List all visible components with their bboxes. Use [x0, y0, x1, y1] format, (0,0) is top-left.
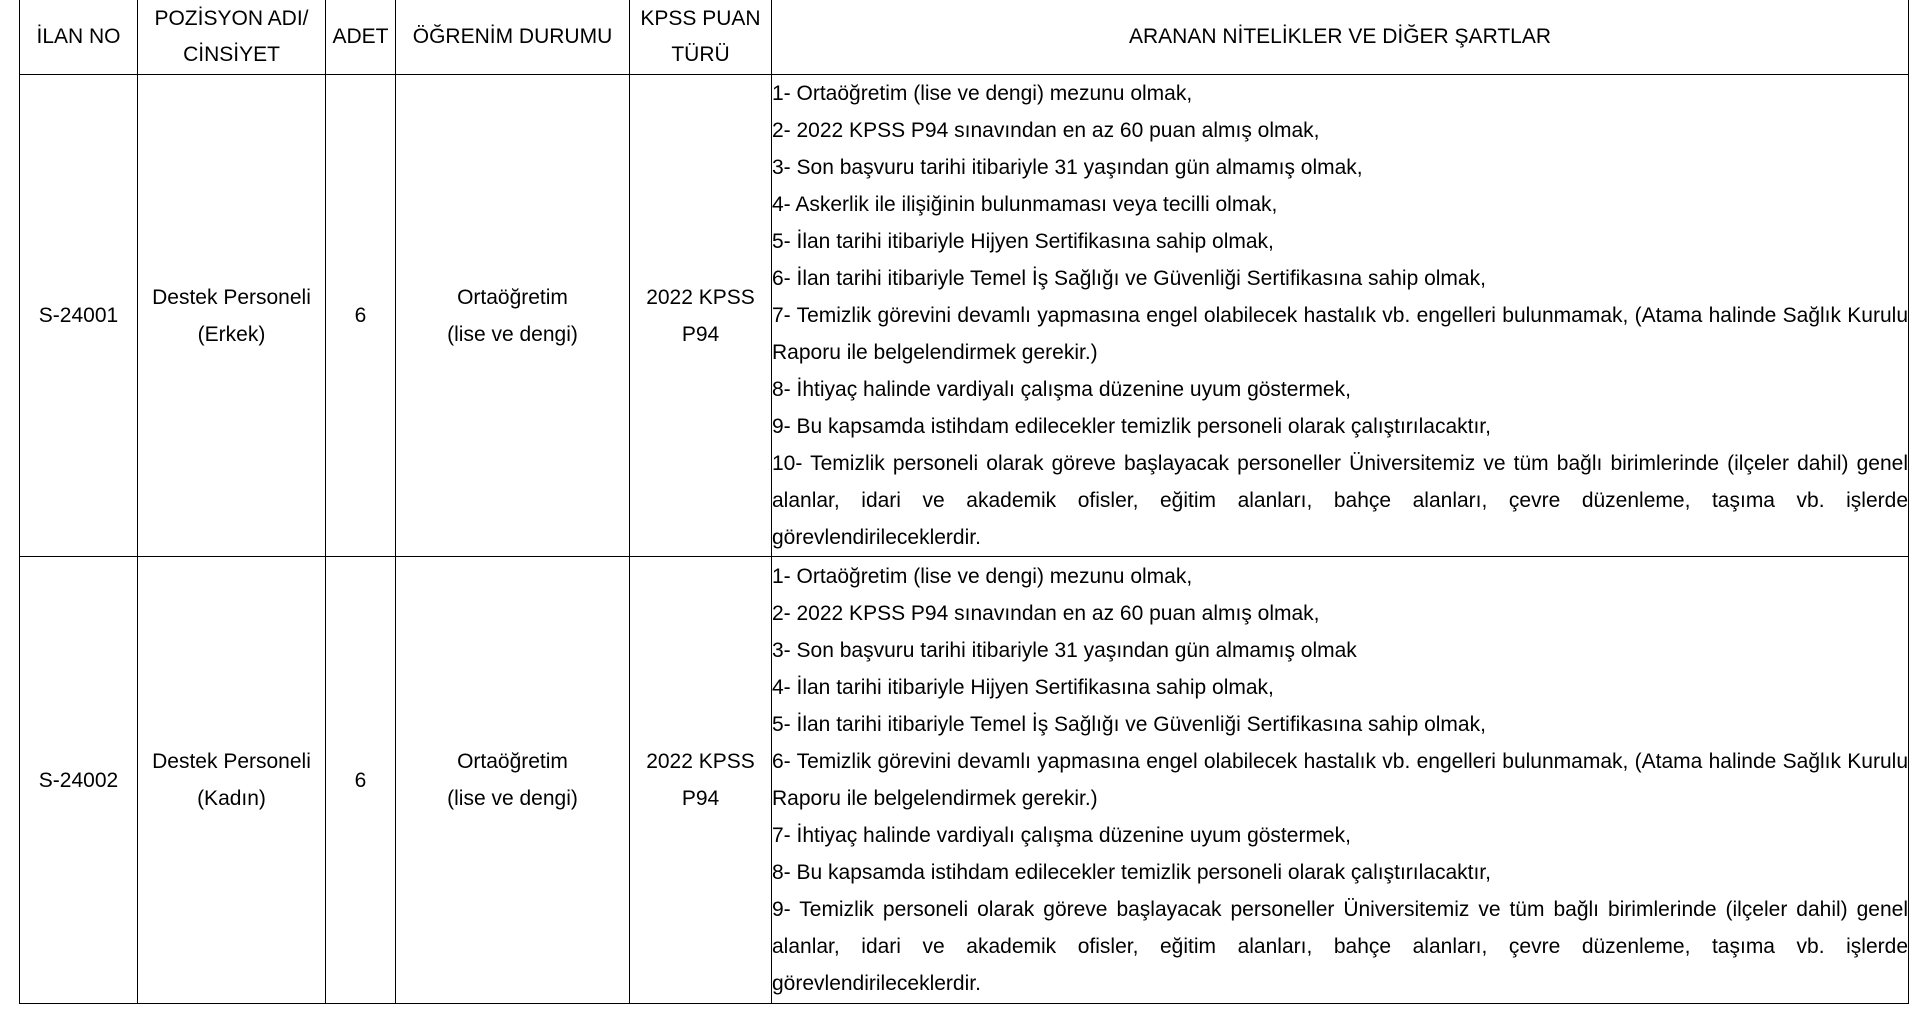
table-row: [20, 557, 1909, 1004]
cell-ogrenim-line2: (lise ve dengi): [447, 787, 578, 810]
cell-ogrenim: [396, 75, 630, 557]
cell-ogrenim: [396, 557, 630, 1004]
requirement-item: 8- Bu kapsamda istihdam edilecekler temizlik personeli olarak çalıştırılacaktır,: [772, 861, 1491, 884]
cell-kpss-line1: 2022 KPSS: [646, 285, 755, 309]
requirement-item: 2- 2022 KPSS P94 sınavından en az 60 puan almış olmak,: [772, 119, 1320, 142]
requirement-item: 5- İlan tarihi itibariyle Temel İş Sağlığı ve Güvenliği Sertifikasına sahip olmak,: [772, 713, 1486, 736]
requirement-item: 7- Temizlik görevini devamlı yapmasına engel olabilecek hastalık vb. engelleri bulunmamak, (Atama halinde Sağlık Kurulu Raporu ile belgelendirmek gerekir.): [772, 304, 1908, 364]
cell-kpss: [630, 75, 772, 557]
requirement-item: 8- İhtiyaç halinde vardiyalı çalışma düzenine uyum göstermek,: [772, 378, 1351, 401]
header-ilan-no: İLAN NO: [20, 0, 138, 75]
header-kpss-line2: TÜRÜ: [671, 43, 730, 66]
cell-pozisyon-line2: (Kadın): [197, 787, 266, 810]
header-pozisyon: [138, 0, 326, 75]
cell-pozisyon-line1: Destek Personeli: [152, 285, 311, 309]
requirement-item: 1- Ortaöğretim (lise ve dengi) mezunu olmak,: [772, 565, 1193, 588]
requirement-item: 4- İlan tarihi itibariyle Hijyen Sertifikasına sahip olmak,: [772, 676, 1274, 699]
header-adet: ADET: [326, 0, 396, 75]
header-ogrenim: ÖĞRENİM DURUMU: [396, 0, 630, 75]
cell-ilan-no: S-24001: [20, 75, 138, 557]
requirement-item: 4- Askerlik ile ilişiğinin bulunmaması veya tecilli olmak,: [772, 193, 1278, 216]
cell-pozisyon-line2: (Erkek): [197, 322, 266, 346]
header-pozisyon-line1: POZİSYON ADI/: [154, 7, 309, 30]
requirement-item: 5- İlan tarihi itibariyle Hijyen Sertifikasına sahip olmak,: [772, 230, 1274, 253]
requirement-item: 6- İlan tarihi itibariyle Temel İş Sağlığı ve Güvenliği Sertifikasına sahip olmak,: [772, 267, 1486, 290]
cell-requirements: [772, 557, 1909, 1004]
cell-adet: 6: [326, 557, 396, 1004]
header-nitelikler: ARANAN NİTELİKLER VE DİĞER ŞARTLAR: [772, 0, 1909, 75]
requirement-item: 7- İhtiyaç halinde vardiyalı çalışma düzenine uyum göstermek,: [772, 824, 1351, 847]
requirement-item: 10- Temizlik personeli olarak göreve başlayacak personeller Üniversitemiz ve tüm bağlı birimlerinde (ilçeler dahil) genel alanlar, idari ve akademik ofisler, eğitim alanları, bahçe alanları, çevre düzenleme, taşıma vb. işlerde görevlendirileceklerdir.: [772, 452, 1908, 549]
cell-requirements: [772, 75, 1909, 557]
requirement-item: 3- Son başvuru tarihi itibariyle 31 yaşından gün almamış olmak,: [772, 156, 1363, 179]
header-row: [20, 0, 1909, 75]
header-kpss: [630, 0, 772, 75]
requirement-item: 9- Temizlik personeli olarak göreve başlayacak personeller Üniversitemiz ve tüm bağlı birimlerinde (ilçeler dahil) genel alanlar, idari ve akademik ofisler, eğitim alanları, bahçe alanları, çevre düzenleme, taşıma vb. işlerde görevlendirileceklerdir.: [772, 898, 1908, 995]
cell-kpss-line1: 2022 KPSS: [646, 750, 755, 773]
requirement-item: 6- Temizlik görevini devamlı yapmasına engel olabilecek hastalık vb. engelleri bulunmamak, (Atama halinde Sağlık Kurulu Raporu ile belgelendirmek gerekir.): [772, 750, 1908, 810]
cell-pozisyon-line1: Destek Personeli: [152, 750, 311, 773]
requirement-item: 9- Bu kapsamda istihdam edilecekler temizlik personeli olarak çalıştırılacaktır,: [772, 415, 1491, 438]
cell-ogrenim-line1: Ortaöğretim: [457, 285, 568, 309]
cell-kpss-line2: P94: [681, 787, 720, 810]
requirement-item: 2- 2022 KPSS P94 sınavından en az 60 puan almış olmak,: [772, 602, 1320, 625]
header-pozisyon-line2: CİNSİYET: [183, 43, 280, 66]
cell-adet: 6: [326, 75, 396, 557]
table-row: [20, 75, 1909, 557]
cell-kpss-line2: P94: [681, 322, 720, 346]
cell-pozisyon: [138, 557, 326, 1004]
cell-ogrenim-line2: (lise ve dengi): [447, 322, 578, 346]
cell-ogrenim-line1: Ortaöğretim: [457, 750, 568, 773]
requirement-item: 1- Ortaöğretim (lise ve dengi) mezunu olmak,: [772, 82, 1193, 105]
header-kpss-line1: KPSS PUAN: [640, 7, 761, 30]
cell-kpss: [630, 557, 772, 1004]
cell-pozisyon: [138, 75, 326, 557]
requirement-item: 3- Son başvuru tarihi itibariyle 31 yaşından gün almamış olmak: [772, 639, 1357, 662]
job-posting-table: [19, 0, 1909, 1004]
cell-ilan-no: S-24002: [20, 557, 138, 1004]
